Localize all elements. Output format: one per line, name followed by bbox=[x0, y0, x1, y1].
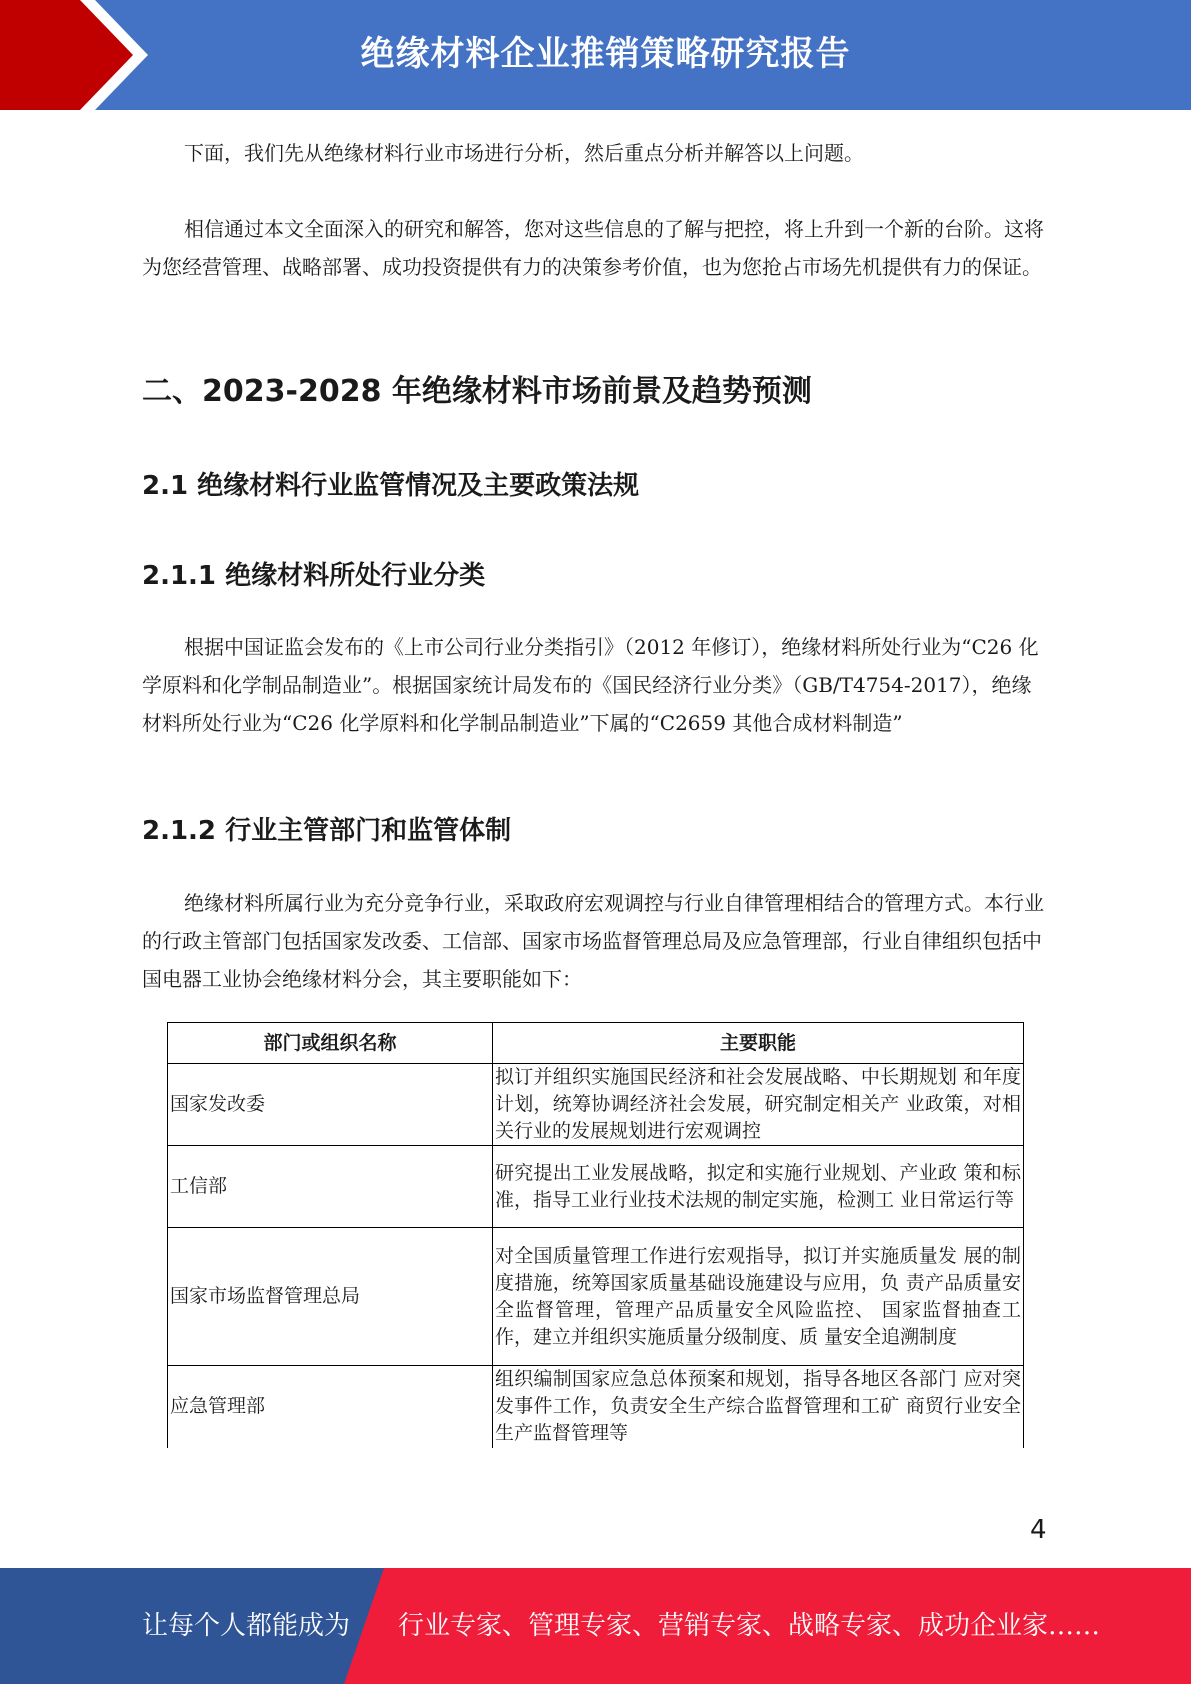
intro-paragraph: 下面，我们先从绝缘材料行业市场进行分析，然后重点分析并解答以上问题。 bbox=[184, 141, 864, 165]
footer-slogan-left: 让每个人都能成为 bbox=[142, 1611, 351, 1641]
section-heading: 二、2023-2028 年绝缘材料市场前景及趋势预测 bbox=[142, 374, 812, 409]
classification-paragraph: 根据中国证监会发布的《上市公司行业分类指引》（2012 年修订），绝缘材料所处行业为“C26 化学原料和化学制品制造业”。根据国家统计局发布的《国民经济行业分类》（GB/T4754-2017），绝缘材料所处行业为“C26 化学原料和化学制品制造业”下属的“C2659 其他合成材料制造” bbox=[142, 635, 1039, 735]
table-header-func: 主要职能 bbox=[493, 1023, 1024, 1064]
table-cell-func: 组织编制国家应急总体预案和规划，指导各地区各部门 应对突发事件工作，负责安全生产综合监督管理和工矿 商贸行业安全生产监督管理等 bbox=[493, 1366, 1024, 1448]
table-row bbox=[168, 1366, 1024, 1448]
table-header-row bbox=[168, 1023, 1024, 1064]
table-header-dept: 部门或组织名称 bbox=[168, 1023, 493, 1064]
table-row bbox=[168, 1228, 1024, 1366]
table-cell-dept: 国家发改委 bbox=[168, 1064, 493, 1146]
regulation-paragraph: 绝缘材料所属行业为充分竞争行业，采取政府宏观调控与行业自律管理相结合的管理方式。本行业的行政主管部门包括国家发改委、工信部、国家市场监督管理总局及应急管理部，行业自律组织包括中国电器工业协会绝缘材料分会，其主要职能如下： bbox=[142, 891, 1044, 991]
table-row bbox=[168, 1064, 1024, 1146]
footer-slogan-right: 行业专家、管理专家、营销专家、战略专家、成功企业家…… bbox=[398, 1611, 1101, 1641]
table-row bbox=[168, 1146, 1024, 1228]
regulators-table bbox=[167, 1022, 1024, 1448]
report-title: 绝缘材料企业推销策略研究报告 bbox=[360, 34, 851, 74]
subsection-heading: 2.1 绝缘材料行业监管情况及主要政策法规 bbox=[142, 471, 640, 501]
page-number: 4 bbox=[1030, 1515, 1047, 1545]
subsubsection-heading-classification: 2.1.1 绝缘材料所处行业分类 bbox=[142, 561, 486, 591]
page-footer bbox=[0, 1568, 1191, 1684]
summary-paragraph: 相信通过本文全面深入的研究和解答，您对这些信息的了解与把控，将上升到一个新的台阶。这将为您经营管理、战略部署、成功投资提供有力的决策参考价值，也为您抢占市场先机提供有力的保证。 bbox=[142, 217, 1044, 279]
table-cell-func: 拟订并组织实施国民经济和社会发展战略、中长期规划 和年度计划，统筹协调经济社会发展，研究制定相关产 业政策，对相关行业的发展规划进行宏观调控 bbox=[493, 1064, 1024, 1146]
table-cell-func: 对全国质量管理工作进行宏观指导，拟订并实施质量发 展的制度措施，统筹国家质量基础设施建设与应用，负 责产品质量安全监督管理，管理产品质量安全风险监控、 国家监督抽查工作，建立并组织实施质量分级制度、质 量安全追溯制度 bbox=[493, 1228, 1024, 1366]
page-header bbox=[0, 0, 1191, 110]
table-cell-func: 研究提出工业发展战略，拟定和实施行业规划、产业政 策和标准，指导工业行业技术法规的制定实施，检测工 业日常运行等 bbox=[493, 1146, 1024, 1228]
subsubsection-heading-regulation: 2.1.2 行业主管部门和监管体制 bbox=[142, 816, 512, 846]
table-cell-dept: 国家市场监督管理总局 bbox=[168, 1228, 493, 1366]
table-cell-dept: 应急管理部 bbox=[168, 1366, 493, 1448]
table-cell-dept: 工信部 bbox=[168, 1146, 493, 1228]
